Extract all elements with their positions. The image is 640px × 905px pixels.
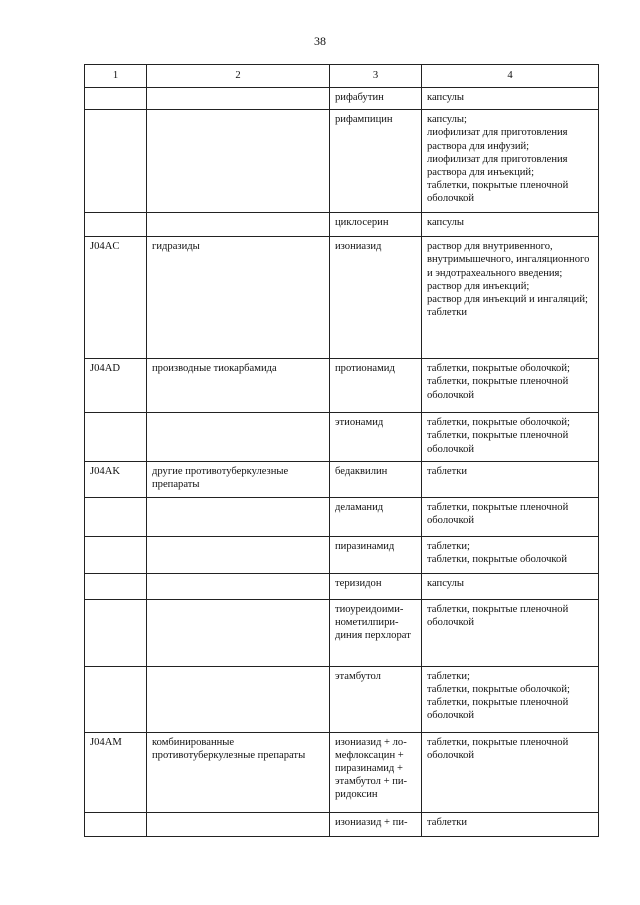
column-header: 1 [85, 65, 147, 88]
table-header-row [85, 65, 599, 88]
pharmacological-group-cell: гидразиды [147, 237, 330, 359]
table-row [85, 666, 599, 732]
table-row [85, 573, 599, 599]
table-row [85, 413, 599, 462]
pharmacological-group-cell [147, 573, 330, 599]
atc-code-cell [85, 599, 147, 666]
atc-code-cell [85, 413, 147, 462]
drug-name-cell: бедаквилин [330, 462, 422, 497]
dosage-form-cell: таблетки [422, 812, 599, 836]
dosage-form-cell: таблетки [422, 462, 599, 497]
pharmacological-group-cell: комбинированные противотуберкулезные препараты [147, 732, 330, 812]
atc-code-cell [85, 573, 147, 599]
table-row [85, 462, 599, 497]
table-row [85, 812, 599, 836]
dosage-form-cell: капсулы [422, 88, 599, 110]
pharmacological-group-cell [147, 413, 330, 462]
atc-code-cell [85, 88, 147, 110]
drug-name-cell: этионамид [330, 413, 422, 462]
pharmacological-group-cell [147, 666, 330, 732]
dosage-form-cell: таблетки; таблетки, покрытые оболочкой; таблетки, покрытые пленочной оболочкой [422, 666, 599, 732]
table-row [85, 213, 599, 237]
column-header: 2 [147, 65, 330, 88]
dosage-form-cell: таблетки, покрытые оболочкой; таблетки, покрытые пленочной оболочкой [422, 413, 599, 462]
table-row [85, 536, 599, 573]
drug-name-cell: изониазид + пи- [330, 812, 422, 836]
table-row [85, 497, 599, 536]
pharmacological-group-cell [147, 599, 330, 666]
table-row [85, 599, 599, 666]
drug-name-cell: изониазид + ло-мефлоксацин + пиразинамид + этамбутол + пи-ридоксин [330, 732, 422, 812]
dosage-form-cell: капсулы; лиофилизат для приготовления раствора для инфузий; лиофилизат для приготовления раствора для инъекций; таблетки, покрытые пленочной оболочкой [422, 110, 599, 213]
dosage-form-cell: капсулы [422, 573, 599, 599]
drug-name-cell: рифампицин [330, 110, 422, 213]
table-row [85, 88, 599, 110]
atc-code-cell [85, 812, 147, 836]
pharmacological-group-cell: производные тиокарбамида [147, 359, 330, 413]
atc-code-cell [85, 536, 147, 573]
atc-code-cell: J04AK [85, 462, 147, 497]
page-number: 38 [314, 34, 326, 48]
drug-name-cell: рифабутин [330, 88, 422, 110]
dosage-form-cell: таблетки, покрытые оболочкой; таблетки, покрытые пленочной оболочкой [422, 359, 599, 413]
pharmacological-group-cell [147, 88, 330, 110]
dosage-form-cell: таблетки, покрытые пленочной оболочкой [422, 599, 599, 666]
drug-name-cell: этамбутол [330, 666, 422, 732]
drug-name-cell: деламанид [330, 497, 422, 536]
atc-code-cell: J04AC [85, 237, 147, 359]
drug-name-cell: протионамид [330, 359, 422, 413]
drug-name-cell: изониазид [330, 237, 422, 359]
pharmacological-group-cell [147, 497, 330, 536]
pharmacological-group-cell [147, 536, 330, 573]
drug-name-cell: циклосерин [330, 213, 422, 237]
column-header: 3 [330, 65, 422, 88]
pharmacological-group-cell [147, 110, 330, 213]
table-row [85, 359, 599, 413]
atc-code-cell: J04AM [85, 732, 147, 812]
pharmacological-group-cell: другие противотуберкулезные препараты [147, 462, 330, 497]
atc-code-cell [85, 213, 147, 237]
table-row [85, 110, 599, 213]
table-row [85, 732, 599, 812]
drug-name-cell: тиоуреидоими-нометилпири-диния перхлорат [330, 599, 422, 666]
column-header: 4 [422, 65, 599, 88]
atc-code-cell: J04AD [85, 359, 147, 413]
drug-name-cell: теризидон [330, 573, 422, 599]
pharmacological-group-cell [147, 213, 330, 237]
pharmacological-group-cell [147, 812, 330, 836]
dosage-form-cell: таблетки; таблетки, покрытые оболочкой [422, 536, 599, 573]
drug-table [84, 64, 599, 837]
atc-code-cell [85, 666, 147, 732]
dosage-form-cell: раствор для внутривенного, внутримышечного, ингаляционного и эндотрахеального введения; раствор для инъекций; раствор для инъекций и ингаляций; таблетки [422, 237, 599, 359]
dosage-form-cell: капсулы [422, 213, 599, 237]
atc-code-cell [85, 110, 147, 213]
atc-code-cell [85, 497, 147, 536]
table-row [85, 237, 599, 359]
dosage-form-cell: таблетки, покрытые пленочной оболочкой [422, 732, 599, 812]
drug-name-cell: пиразинамид [330, 536, 422, 573]
dosage-form-cell: таблетки, покрытые пленочной оболочкой [422, 497, 599, 536]
